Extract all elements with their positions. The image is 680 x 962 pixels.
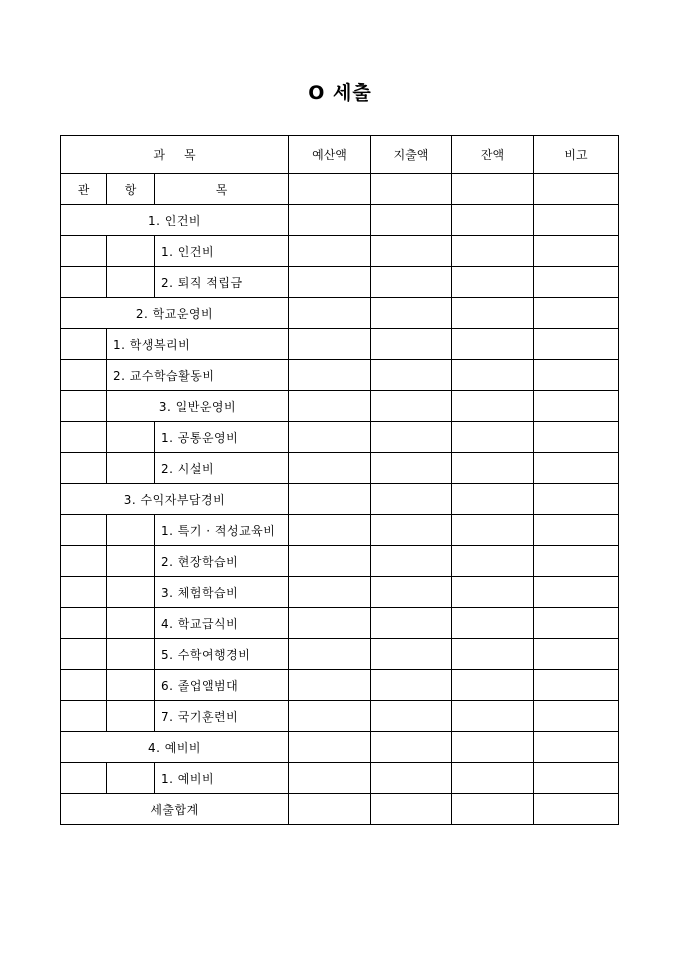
row-empty-gwan-cell	[61, 391, 107, 422]
expenditure-table	[60, 135, 619, 825]
header-budget: 예산액	[289, 136, 371, 174]
row-value-cell	[289, 608, 371, 639]
row-value-cell	[534, 360, 619, 391]
row-value-cell	[452, 453, 534, 484]
row-label-mok: 2. 시설비	[155, 453, 289, 484]
row-value-cell	[289, 422, 371, 453]
header-expenditure: 지출액	[371, 136, 452, 174]
row-value-cell	[371, 670, 452, 701]
table-row	[61, 360, 619, 391]
table-row	[61, 391, 619, 422]
row-value-cell	[534, 763, 619, 794]
row-empty-gwan-cell	[61, 515, 107, 546]
header-subject: 과 목	[61, 136, 289, 174]
row-value-cell	[289, 453, 371, 484]
row-value-cell	[289, 763, 371, 794]
row-value-cell	[452, 763, 534, 794]
row-value-cell	[371, 763, 452, 794]
subheader-empty-cell	[371, 174, 452, 205]
row-label-mok: 2. 퇴직 적립금	[155, 267, 289, 298]
row-empty-hang-cell	[107, 546, 155, 577]
row-value-cell	[371, 546, 452, 577]
header-row	[61, 136, 619, 174]
row-value-cell	[452, 639, 534, 670]
row-value-cell	[452, 670, 534, 701]
row-empty-hang-cell	[107, 577, 155, 608]
row-empty-gwan-cell	[61, 329, 107, 360]
row-value-cell	[452, 732, 534, 763]
row-value-cell	[534, 732, 619, 763]
row-empty-hang-cell	[107, 639, 155, 670]
row-value-cell	[371, 205, 452, 236]
table-row	[61, 794, 619, 825]
row-empty-hang-cell	[107, 236, 155, 267]
row-empty-gwan-cell	[61, 701, 107, 732]
row-value-cell	[452, 577, 534, 608]
table-row	[61, 484, 619, 515]
row-label-mok: 2. 현장학습비	[155, 546, 289, 577]
row-value-cell	[289, 391, 371, 422]
row-empty-hang-cell	[107, 608, 155, 639]
subheader-empty-cell	[452, 174, 534, 205]
page-title: O 세출	[308, 82, 372, 104]
table-row	[61, 670, 619, 701]
row-value-cell	[371, 360, 452, 391]
row-value-cell	[289, 794, 371, 825]
row-value-cell	[534, 701, 619, 732]
table-row	[61, 422, 619, 453]
row-empty-gwan-cell	[61, 453, 107, 484]
row-empty-gwan-cell	[61, 360, 107, 391]
row-value-cell	[289, 515, 371, 546]
row-value-cell	[452, 484, 534, 515]
subheader-gwan: 관	[61, 174, 107, 205]
table-row	[61, 515, 619, 546]
row-empty-hang-cell	[107, 670, 155, 701]
table-row	[61, 453, 619, 484]
subheader-empty-cell	[289, 174, 371, 205]
row-label-mok: 7. 국기훈련비	[155, 701, 289, 732]
row-empty-hang-cell	[107, 422, 155, 453]
subheader-hang: 항	[107, 174, 155, 205]
row-label-hang: 2. 교수학습활동비	[107, 360, 289, 391]
row-value-cell	[452, 329, 534, 360]
row-label-mok: 1. 인건비	[155, 236, 289, 267]
row-value-cell	[452, 546, 534, 577]
row-value-cell	[289, 701, 371, 732]
row-value-cell	[534, 577, 619, 608]
row-value-cell	[534, 670, 619, 701]
header-remarks: 비고	[534, 136, 619, 174]
row-value-cell	[371, 639, 452, 670]
row-empty-hang-cell	[107, 453, 155, 484]
row-value-cell	[289, 329, 371, 360]
row-value-cell	[371, 391, 452, 422]
row-value-cell	[534, 639, 619, 670]
row-label-hang: 1. 학생복리비	[107, 329, 289, 360]
row-label-mok: 3. 체험학습비	[155, 577, 289, 608]
row-value-cell	[289, 484, 371, 515]
row-value-cell	[452, 236, 534, 267]
table-row	[61, 205, 619, 236]
table-row	[61, 236, 619, 267]
row-label-mok: 1. 공통운영비	[155, 422, 289, 453]
row-value-cell	[371, 732, 452, 763]
row-value-cell	[452, 794, 534, 825]
row-value-cell	[534, 515, 619, 546]
row-label-gwan: 1. 인건비	[61, 205, 289, 236]
row-value-cell	[289, 670, 371, 701]
row-value-cell	[452, 422, 534, 453]
row-empty-hang-cell	[107, 701, 155, 732]
row-value-cell	[534, 205, 619, 236]
table-row	[61, 577, 619, 608]
row-empty-gwan-cell	[61, 236, 107, 267]
row-value-cell	[534, 453, 619, 484]
row-value-cell	[452, 515, 534, 546]
row-value-cell	[534, 422, 619, 453]
row-label-mok: 1. 특기 · 적성교육비	[155, 515, 289, 546]
row-value-cell	[289, 577, 371, 608]
row-value-cell	[371, 608, 452, 639]
table-row	[61, 298, 619, 329]
row-value-cell	[534, 329, 619, 360]
row-value-cell	[534, 608, 619, 639]
row-empty-gwan-cell	[61, 267, 107, 298]
row-value-cell	[534, 391, 619, 422]
row-value-cell	[452, 608, 534, 639]
row-empty-gwan-cell	[61, 546, 107, 577]
row-value-cell	[371, 794, 452, 825]
row-empty-gwan-cell	[61, 763, 107, 794]
row-value-cell	[371, 453, 452, 484]
subheader-empty-cell	[534, 174, 619, 205]
row-value-cell	[371, 515, 452, 546]
row-label-gwan: 세출합계	[61, 794, 289, 825]
row-value-cell	[452, 205, 534, 236]
row-empty-hang-cell	[107, 763, 155, 794]
row-value-cell	[371, 484, 452, 515]
row-value-cell	[289, 236, 371, 267]
row-value-cell	[289, 546, 371, 577]
row-value-cell	[534, 298, 619, 329]
row-value-cell	[371, 329, 452, 360]
row-value-cell	[371, 701, 452, 732]
row-empty-gwan-cell	[61, 670, 107, 701]
row-value-cell	[452, 298, 534, 329]
row-value-cell	[289, 267, 371, 298]
row-empty-gwan-cell	[61, 422, 107, 453]
row-value-cell	[289, 732, 371, 763]
row-label-gwan: 4. 예비비	[61, 732, 289, 763]
table-row	[61, 639, 619, 670]
row-label-mok: 1. 예비비	[155, 763, 289, 794]
row-empty-hang-cell	[107, 267, 155, 298]
table-row	[61, 732, 619, 763]
header-balance: 잔액	[452, 136, 534, 174]
row-label-gwan: 2. 학교운영비	[61, 298, 289, 329]
subheader-row	[61, 174, 619, 205]
row-label-mok: 5. 수학여행경비	[155, 639, 289, 670]
row-value-cell	[371, 577, 452, 608]
row-value-cell	[289, 360, 371, 391]
row-label-mok: 4. 학교급식비	[155, 608, 289, 639]
row-label-mok: 6. 졸업앨범대	[155, 670, 289, 701]
row-value-cell	[452, 701, 534, 732]
row-value-cell	[371, 422, 452, 453]
row-value-cell	[289, 639, 371, 670]
row-empty-hang-cell	[107, 515, 155, 546]
row-value-cell	[452, 391, 534, 422]
row-value-cell	[534, 484, 619, 515]
row-value-cell	[452, 267, 534, 298]
row-empty-gwan-cell	[61, 608, 107, 639]
table-row	[61, 763, 619, 794]
row-value-cell	[371, 267, 452, 298]
row-label-gwan: 3. 수익자부담경비	[61, 484, 289, 515]
row-value-cell	[371, 298, 452, 329]
row-value-cell	[534, 546, 619, 577]
row-empty-gwan-cell	[61, 639, 107, 670]
table-row	[61, 329, 619, 360]
row-value-cell	[289, 298, 371, 329]
subheader-mok: 목	[155, 174, 289, 205]
table-row	[61, 546, 619, 577]
row-value-cell	[289, 205, 371, 236]
row-empty-gwan-cell	[61, 577, 107, 608]
table-row	[61, 608, 619, 639]
row-value-cell	[371, 236, 452, 267]
row-value-cell	[534, 794, 619, 825]
row-value-cell	[534, 267, 619, 298]
table-row	[61, 267, 619, 298]
row-label-hang: 3. 일반운영비	[107, 391, 289, 422]
row-value-cell	[452, 360, 534, 391]
table-row	[61, 701, 619, 732]
row-value-cell	[534, 236, 619, 267]
